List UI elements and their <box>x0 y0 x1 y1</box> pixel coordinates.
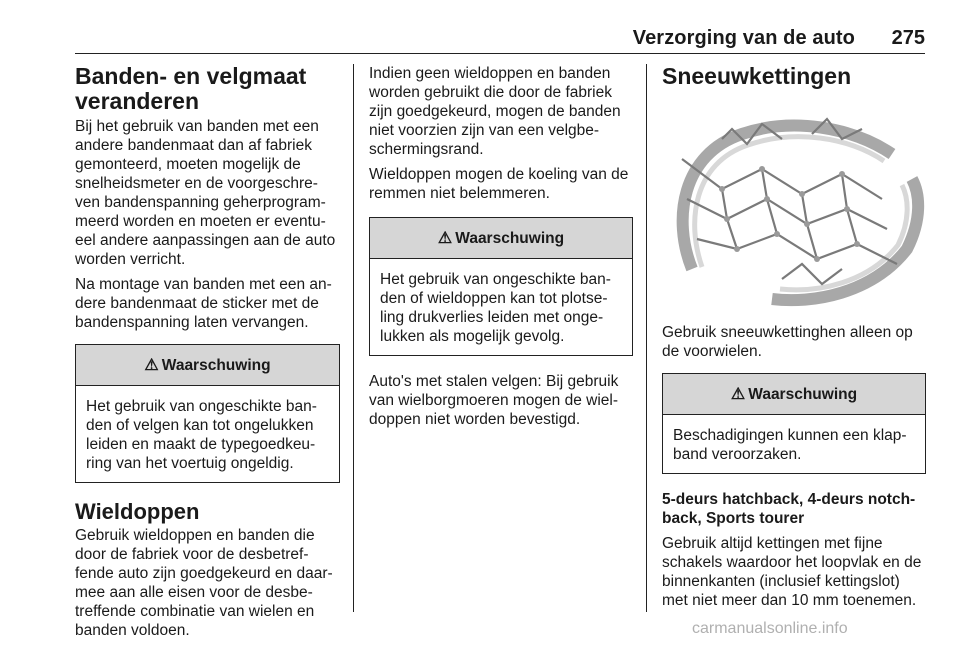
warning-icon: ⚠ <box>730 385 746 403</box>
warning-box <box>662 373 926 474</box>
column-divider <box>646 64 647 612</box>
subheading: 5-deurs hatchback, 4-deurs notch-back, Sports tourer <box>662 491 916 527</box>
warning-box <box>75 344 340 483</box>
page-header <box>75 27 925 54</box>
warning-title: Waarschuwing <box>455 229 565 247</box>
watermark: carmanualsonline.info <box>692 620 848 637</box>
heading-wheel-covers: Wieldoppen <box>75 499 200 524</box>
column-1 <box>75 64 340 646</box>
section-title: Verzorging van de auto <box>632 27 855 49</box>
heading-tire-rim-size: Banden- en velgmaat veranderen <box>75 63 307 114</box>
heading-snow-chains: Sneeuwkettingen <box>662 63 852 89</box>
paragraph: Gebruik wieldoppen en banden die door de fabriek voor de desbetref-fende auto zijn goedgekeurd en daar-mee aan alle eisen voor de desbe-treffende combinatie van wielen en banden voldoen. <box>75 527 333 639</box>
warning-icon: ⚠ <box>144 356 159 374</box>
paragraph: Gebruik sneeuwkettinghen alleen op de voorwielen. <box>662 324 913 360</box>
warning-header <box>663 374 925 415</box>
paragraph: Indien geen wieldoppen en banden worden gebruikt die door de fabriek zijn goedgekeurd, mogen de banden niet voorzien zijn van een velgbe-schermingsrand. <box>369 65 621 158</box>
paragraph: Na montage van banden met een an-dere bandenmaat de sticker met de bandenspanning laten vervangen. <box>75 276 332 331</box>
warning-box <box>369 217 633 356</box>
paragraph: Auto's met stalen velgen: Bij gebruik van wielborgmoeren mogen de wiel-doppen niet worden bevestigd. <box>369 373 619 428</box>
page-number: 275 <box>891 27 925 49</box>
warning-text: Beschadigingen kunnen een klap-band veroorzaken. <box>673 427 907 463</box>
warning-icon: ⚠ <box>437 229 453 247</box>
snow-chain-illustration <box>662 99 926 309</box>
warning-title: Waarschuwing <box>748 385 858 403</box>
warning-text: Het gebruik van ongeschikte ban-den of wieldoppen kan tot plotse-ling drukverlies leiden met onge-lukken als mogelijk gevolg. <box>380 271 611 345</box>
paragraph: Wieldoppen mogen de koeling van de remmen niet belemmeren. <box>369 166 629 202</box>
column-2 <box>369 64 633 435</box>
paragraph: Bij het gebruik van banden met een andere bandenmaat dan af fabriek gemonteerd, moeten mogelijk de snelheidsmeter en de voorgeschre-ven bandenspanning geherprogram-meerd worden en moeten er eventu-eel andere aanpassingen aan de auto worden verricht. <box>75 118 336 268</box>
warning-title: Waarschuwing <box>161 356 271 374</box>
warning-header <box>76 345 339 386</box>
column-3 <box>662 64 926 616</box>
paragraph: Gebruik altijd kettingen met fijne schakels waardoor het loopvlak en de binnenkanten (inclusief kettingslot) met niet meer dan 10 mm toenemen. <box>662 535 922 609</box>
warning-text: Het gebruik van ongeschikte ban-den of velgen kan tot ongelukken leiden en maakt de typegoedkeu-ring van het voertuig ongeldig. <box>86 398 317 472</box>
warning-header <box>370 218 632 259</box>
column-divider <box>353 64 354 612</box>
